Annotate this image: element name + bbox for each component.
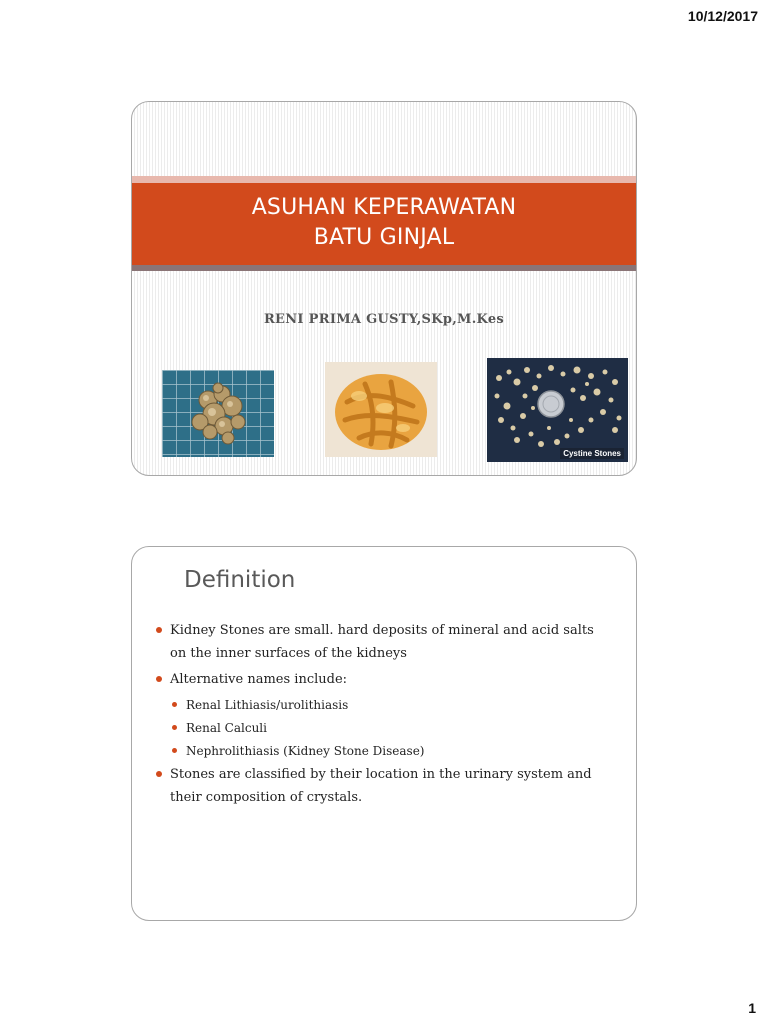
definition-title: Definition <box>184 567 296 593</box>
bullet-text: Alternative names include: <box>170 672 348 687</box>
bullet-item <box>154 619 604 665</box>
definition-bullet-list <box>154 619 604 812</box>
kidney-stone-photo-2 <box>325 362 437 457</box>
bullet-dot-icon <box>156 627 162 633</box>
slide-title <box>131 101 637 476</box>
title-band-bottom-stripe <box>132 265 636 271</box>
author-name: RENI PRIMA GUSTY,SKp,M.Kes <box>263 312 505 327</box>
bullet-dot-icon <box>156 771 162 777</box>
bullet-text: Kidney Stones are small. hard deposits of mineral and acid salts on the inner surfaces of the kidneys <box>170 623 594 661</box>
sub-bullet-item <box>170 740 604 762</box>
cystine-stones-photo <box>487 358 628 462</box>
staghorn-stone-image <box>325 362 437 457</box>
slide-title-line-1: ASUHAN KEPERAWATAN <box>251 195 517 220</box>
bullet-text: Renal Lithiasis/urolithiasis <box>186 698 349 712</box>
title-band <box>132 183 636 265</box>
bullet-item <box>154 668 604 691</box>
bullet-dot-icon <box>172 702 177 707</box>
bullet-text: Renal Calculi <box>186 721 267 735</box>
bullet-dot-icon <box>172 748 177 753</box>
cystine-stones-image <box>487 358 628 462</box>
bullet-dot-icon <box>156 676 162 682</box>
page-number: 1 <box>748 1000 756 1016</box>
sub-bullet-item <box>170 694 604 716</box>
kidney-stone-photo-1 <box>162 370 274 457</box>
bullet-item <box>154 763 604 809</box>
sub-bullet-item <box>170 717 604 739</box>
cystine-stones-label: Cystine Stones <box>560 448 624 459</box>
bullet-text: Nephrolithiasis (Kidney Stone Disease) <box>186 744 425 758</box>
page-date: 10/12/2017 <box>687 8 758 24</box>
bullet-text: Stones are classified by their location in the urinary system and their composition of crystals. <box>170 767 592 805</box>
stone-cluster-image <box>162 370 274 457</box>
title-band-top-stripe <box>132 176 636 183</box>
slide-definition <box>131 546 637 921</box>
bullet-dot-icon <box>172 725 177 730</box>
slide-title-line-2: BATU GINJAL <box>313 225 455 250</box>
